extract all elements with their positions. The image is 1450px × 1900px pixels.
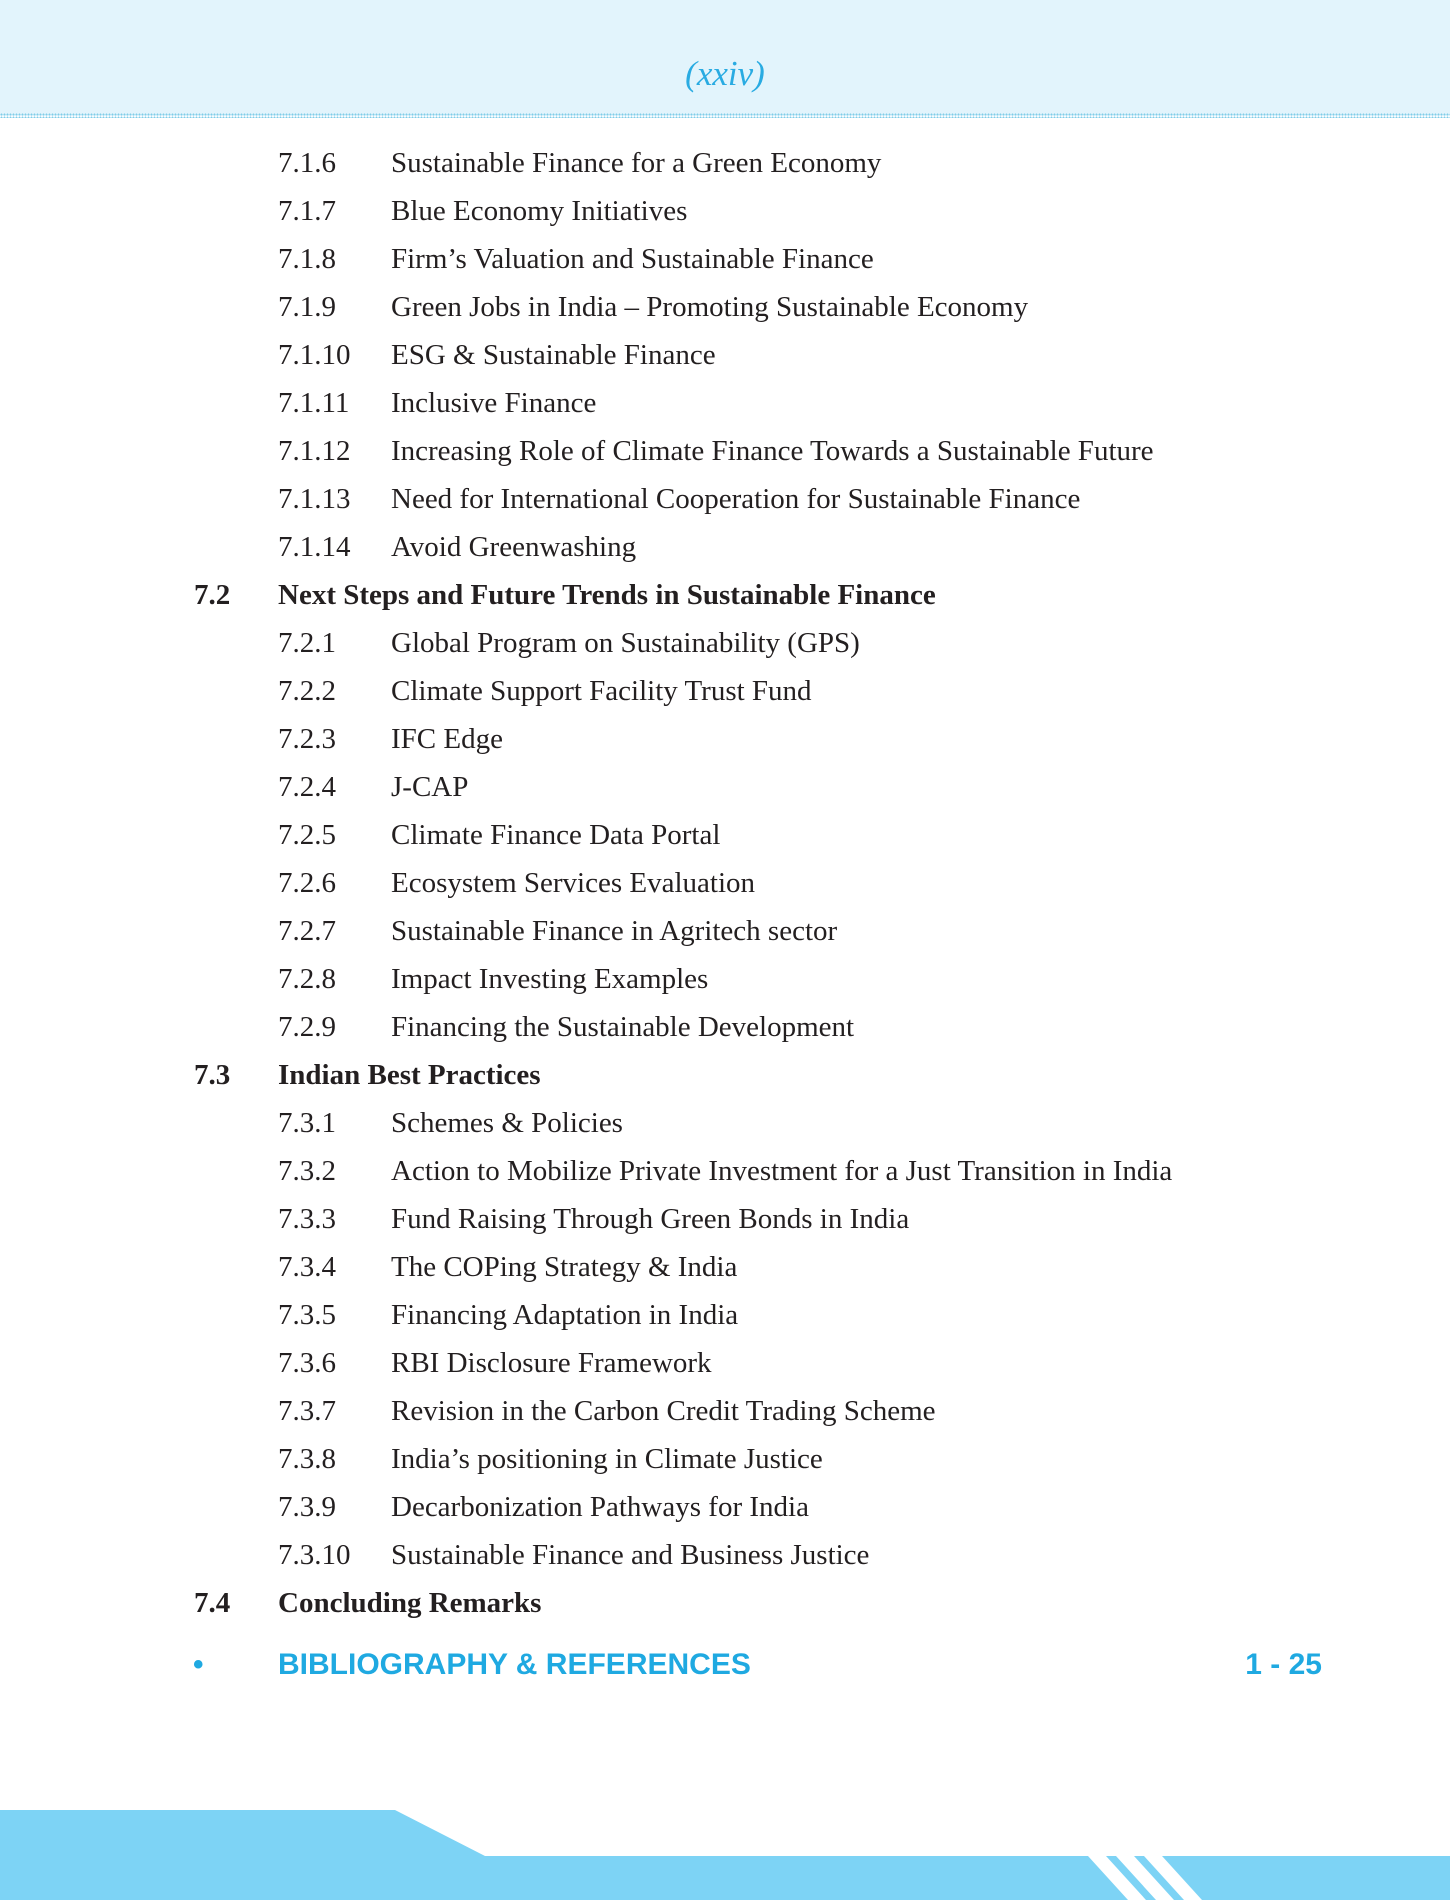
bibliography-pages: 1 - 25 <box>1245 1648 1322 1681</box>
header-dotted-rule <box>0 113 1450 118</box>
toc-entry-title: Impact Investing Examples <box>391 963 709 995</box>
toc-entry-title: Indian Best Practices <box>278 1059 541 1091</box>
toc-entry-number: 7.2.1 <box>278 627 336 659</box>
toc-entry-title: India’s positioning in Climate Justice <box>391 1443 823 1475</box>
toc-entry-title: IFC Edge <box>391 723 503 755</box>
toc-entry-title: Action to Mobilize Private Investment for a Just Transition in India <box>391 1155 1173 1187</box>
toc-entry-title: Next Steps and Future Trends in Sustainable Finance <box>278 579 936 611</box>
toc-entry-number: 7.1.14 <box>278 531 351 563</box>
toc-entry-number: 7.3.6 <box>278 1347 336 1379</box>
footer-band-lower <box>0 1856 1450 1900</box>
toc-entry-number: 7.2.5 <box>278 819 336 851</box>
toc-entry-title: Global Program on Sustainability (GPS) <box>391 627 860 659</box>
bullet-icon: • <box>193 1648 204 1681</box>
toc-entry-title: Revision in the Carbon Credit Trading Scheme <box>391 1395 936 1427</box>
toc-entry-number: 7.4 <box>194 1587 231 1619</box>
toc-entry-title: ESG & Sustainable Finance <box>391 339 716 371</box>
toc-entry-title: Increasing Role of Climate Finance Towards a Sustainable Future <box>391 435 1154 467</box>
toc-entry-title: J-CAP <box>391 771 469 803</box>
toc-entry-number: 7.3.3 <box>278 1203 336 1235</box>
toc-entry-number: 7.1.9 <box>278 291 336 323</box>
toc-entry-title: Climate Support Facility Trust Fund <box>391 675 812 707</box>
toc-entry-title: The COPing Strategy & India <box>391 1251 738 1283</box>
toc-entry-title: Sustainable Finance for a Green Economy <box>391 147 882 179</box>
toc-entry-number: 7.3 <box>194 1059 231 1091</box>
toc-entry-title: Blue Economy Initiatives <box>391 195 688 227</box>
bibliography-entry <box>0 1642 1450 1688</box>
toc-entry-number: 7.2.9 <box>278 1011 336 1043</box>
toc-entry-number: 7.1.12 <box>278 435 351 467</box>
toc-entry-number: 7.2.6 <box>278 867 336 899</box>
toc-entry-number: 7.1.6 <box>278 147 336 179</box>
toc-entry-number: 7.1.8 <box>278 243 336 275</box>
toc-entry-title: Schemes & Policies <box>391 1107 623 1139</box>
toc-entry-number: 7.3.4 <box>278 1251 336 1283</box>
toc-entry-title: Financing the Sustainable Development <box>391 1011 855 1043</box>
toc-entry-number: 7.3.1 <box>278 1107 336 1139</box>
toc-entry-title: Sustainable Finance in Agritech sector <box>391 915 838 947</box>
toc-entry-number: 7.2.2 <box>278 675 336 707</box>
toc-entry-number: 7.3.10 <box>278 1539 351 1571</box>
toc-entry-title: Inclusive Finance <box>391 387 597 419</box>
toc-entry-number: 7.3.8 <box>278 1443 336 1475</box>
toc-entry-number: 7.1.10 <box>278 339 351 371</box>
toc-entry-title: RBI Disclosure Framework <box>391 1347 712 1379</box>
toc-entry-number: 7.3.7 <box>278 1395 336 1427</box>
toc-entry-title: Decarbonization Pathways for India <box>391 1491 809 1523</box>
toc-entry-title: Financing Adaptation in India <box>391 1299 739 1331</box>
toc-entry-number: 7.2.3 <box>278 723 336 755</box>
toc-entry-title: Ecosystem Services Evaluation <box>391 867 756 899</box>
bibliography-label: BIBLIOGRAPHY & REFERENCES <box>278 1648 751 1681</box>
toc-entry-title: Fund Raising Through Green Bonds in India <box>391 1203 910 1235</box>
toc-entry-number: 7.2 <box>194 579 231 611</box>
toc-entry-title: Climate Finance Data Portal <box>391 819 721 851</box>
toc-entry-number: 7.2.8 <box>278 963 336 995</box>
page-number: (xxiv) <box>685 54 765 93</box>
toc-entry-number: 7.3.5 <box>278 1299 336 1331</box>
toc-entry-title: Avoid Greenwashing <box>391 531 637 563</box>
toc-entry-number: 7.1.11 <box>278 387 350 419</box>
footer-decoration <box>0 1810 1450 1900</box>
toc-entry-number: 7.3.2 <box>278 1155 336 1187</box>
toc-entry-number: 7.1.7 <box>278 195 336 227</box>
toc-entry-title: Sustainable Finance and Business Justice <box>391 1539 870 1571</box>
toc-entry-number: 7.1.13 <box>278 483 351 515</box>
toc-entry-title: Concluding Remarks <box>278 1587 542 1619</box>
toc-entry-number: 7.2.4 <box>278 771 336 803</box>
toc-entry-number: 7.3.9 <box>278 1491 336 1523</box>
toc-entry-title: Green Jobs in India – Promoting Sustainable Economy <box>391 291 1029 323</box>
toc-entry-number: 7.2.7 <box>278 915 336 947</box>
toc-entry-title: Firm’s Valuation and Sustainable Finance <box>391 243 874 275</box>
toc-entry-title: Need for International Cooperation for Sustainable Finance <box>391 483 1081 515</box>
